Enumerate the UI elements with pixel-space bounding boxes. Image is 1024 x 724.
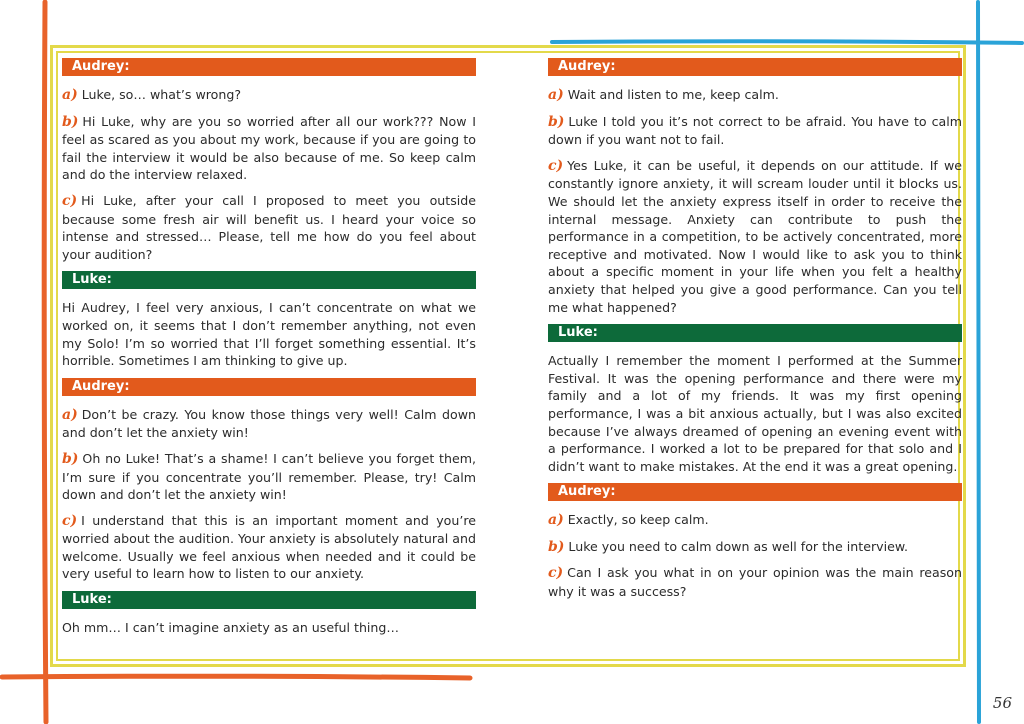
dialogue-text: Luke I told you it’s not correct to be afraid. You have to calm down if you want not to fail.: [548, 113, 962, 148]
answer-option: [548, 86, 962, 105]
answer-option: [62, 192, 476, 263]
option-letter: a): [548, 87, 564, 103]
option-letter: c): [548, 157, 564, 174]
answer-option: [548, 564, 962, 600]
dialogue-text: Oh mm… I can’t imagine anxiety as an useful thing…: [62, 620, 399, 636]
speaker-header: Audrey:: [548, 58, 962, 76]
option-letter: c): [548, 565, 564, 582]
option-letter: b): [62, 113, 79, 130]
right-column: [548, 56, 962, 609]
page-number: 56: [992, 694, 1012, 712]
option-letter: c): [62, 192, 78, 209]
dialogue-line: [62, 619, 476, 637]
dialogue-text: Hi Luke, why are you so worried after all our work??? Now I feel as scared as you about my work, because if you are going to fail the interview it would be also because of me. So keep calm and do the interview relaxed.: [62, 113, 476, 183]
answer-option: [62, 450, 476, 504]
option-letter: a): [62, 87, 78, 103]
dialogue-text: Luke, so… what’s wrong?: [81, 87, 242, 102]
dialogue-text: Yes Luke, it can be useful, it depends on our attitude. If we constantly ignore anxiety, it will scream louder until it blocks us. We should let the anxiety express itself in order to receive the internal message. Anxiety can contribute to push the performance in a competition, to be actively concentrated, more receptive and motivated. Now I would like to ask you to think about a specific moment in your life when you felt a healthy anxiety that helped you give a good performance. Can you tell me what happened?: [548, 157, 962, 315]
answer-option: [548, 538, 962, 557]
option-letter: a): [62, 406, 78, 423]
option-letter: b): [62, 450, 79, 467]
dialogue-text: Can I ask you what in on your opinion was the main reason why it was a success?: [548, 565, 962, 600]
dialogue-text: Wait and listen to me, keep calm.: [567, 87, 779, 102]
answer-option: [62, 113, 476, 184]
speaker-header: Audrey:: [62, 378, 476, 396]
dialogue-text: Hi Luke, after your call I proposed to meet you outside because some fresh air will benefit us. I heard your voice so intense and stressed… Please, tell me how do you feel about your audition?: [62, 192, 476, 262]
option-letter: b): [548, 538, 565, 555]
dialogue-line: [62, 299, 476, 369]
dialogue-text: Hi Audrey, I feel very anxious, I can’t concentrate on what we worked on, it seems that I don’t remember anything, not even my Solo! I’m so worried that I’ll forget something essential. It’s horrible. Sometimes I am thinking to give up.: [62, 300, 476, 369]
dialogue-line: [548, 352, 962, 475]
speaker-header: Luke:: [62, 591, 476, 609]
answer-option: [548, 157, 962, 316]
answer-option: [548, 511, 962, 530]
dialogue-text: Exactly, so keep calm.: [567, 512, 709, 528]
dialogue-text: Actually I remember the moment I performed at the Summer Festival. It was the opening performance and there were my family and a lot of my friends. It was my first opening performance, I was a bit anxious actually, but I was also excited because I’ve always dreamed of opening an evening event with a performance. I worked a lot to be prepared for that solo and I didn’t want to make mistakes. At the end it was a great opening.: [548, 353, 962, 474]
answer-option: [62, 406, 476, 442]
speaker-header: Audrey:: [548, 483, 962, 501]
option-letter: c): [62, 512, 78, 529]
left-column: [62, 56, 476, 645]
speaker-header: Luke:: [548, 324, 962, 342]
dialogue-text: Luke you need to calm down as well for the interview.: [568, 538, 908, 554]
answer-option: [62, 86, 476, 105]
dialogue-text: Oh no Luke! That’s a shame! I can’t believe you forget them, I’m sure if you concentrate you’ll remember. Please, try! Calm down and don’t let the anxiety win!: [62, 450, 476, 503]
dialogue-text: I understand that this is an important moment and you’re worried about the audition. Your anxiety is absolutely natural and welcome. Usually we feel anxious when needed and it could be very useful to learn how to listen to our anxiety.: [62, 512, 476, 582]
option-letter: b): [548, 113, 565, 130]
answer-option: [62, 512, 476, 583]
dialogue-text: Don’t be crazy. You know those things very well! Calm down and don’t let the anxiety win!: [62, 406, 476, 441]
option-letter: a): [548, 512, 564, 529]
speaker-header: Luke:: [62, 271, 476, 289]
answer-option: [548, 113, 962, 149]
speaker-header: Audrey:: [62, 58, 476, 76]
